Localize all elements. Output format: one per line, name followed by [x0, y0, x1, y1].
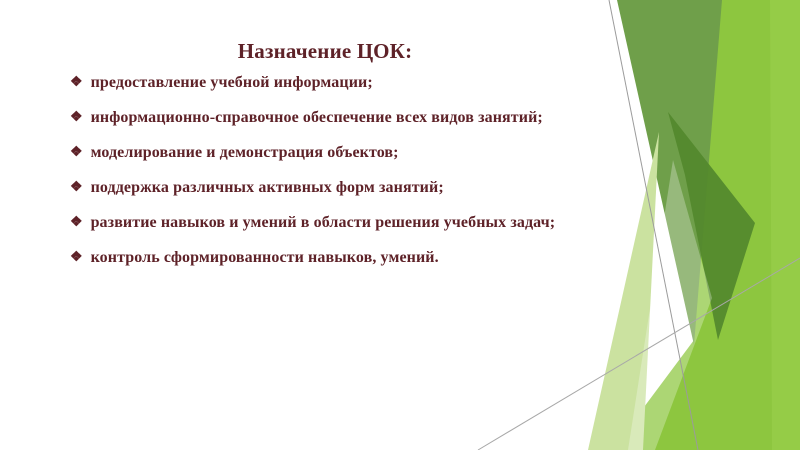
- bullet-item: [70, 65, 600, 100]
- bullet-item: [70, 205, 600, 240]
- facet-triangle-bright-light: [770, 0, 800, 450]
- bullet-item: [70, 135, 600, 170]
- thin-diagonal-line-bottom: [478, 258, 800, 450]
- diamond-bullet-icon: ❖: [70, 249, 83, 265]
- bullet-item-text: информационно-справочное обеспечение всех видов занятий;: [90, 108, 543, 126]
- thin-diagonal-line-left: [609, 0, 698, 450]
- facet-triangle-dark: [668, 112, 755, 340]
- bullet-item-text: моделирование и демонстрация объектов;: [90, 143, 399, 161]
- bullet-list: [70, 65, 600, 275]
- diamond-bullet-icon: ❖: [70, 109, 83, 125]
- slide-title: Назначение ЦОК:: [237, 39, 413, 63]
- facet-triangle-bright: [612, 0, 800, 450]
- bullet-item: [70, 170, 600, 205]
- diamond-bullet-icon: ❖: [70, 144, 83, 160]
- bullet-item-text: развитие навыков и умений в области решения учебных задач;: [90, 213, 556, 231]
- diamond-bullet-icon: ❖: [70, 74, 83, 90]
- bullet-item-text: поддержка различных активных форм занятий;: [90, 178, 444, 196]
- bullet-item-text: контроль сформированности навыков, умений.: [90, 248, 439, 266]
- diamond-bullet-icon: ❖: [70, 214, 83, 230]
- bullet-item: [70, 100, 600, 135]
- facet-highlight-band: [628, 160, 712, 450]
- facet-triangle-sage: [617, 0, 722, 345]
- diamond-bullet-icon: ❖: [70, 179, 83, 195]
- bullet-item-text: предоставление учебной информации;: [90, 73, 373, 91]
- bullet-item: [70, 240, 600, 275]
